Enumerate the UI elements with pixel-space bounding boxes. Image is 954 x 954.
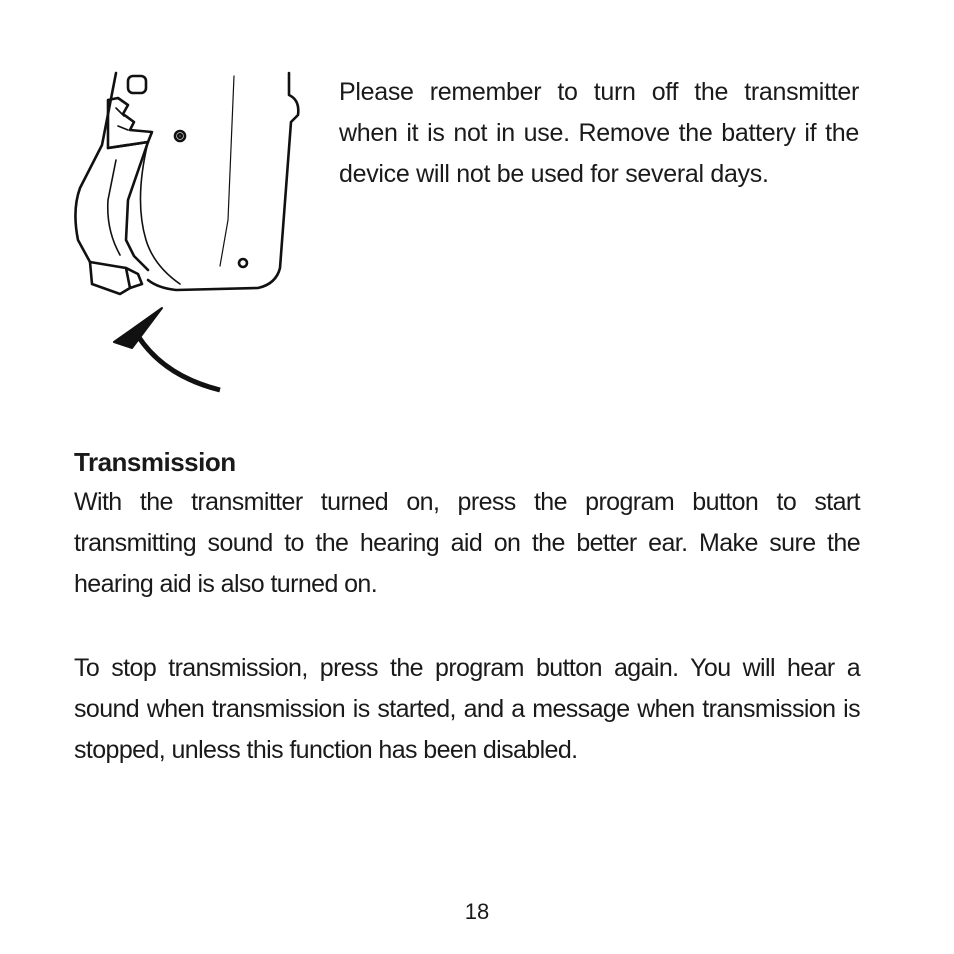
battery-reminder-text: Please remember to turn off the transmitter when it is not in use. Remove the battery if the device will not be used for several days. (339, 78, 859, 188)
transmission-start-paragraph: With the transmitter turned on, press the program button to start transmitting sound to the hearing aid on the better ear. Make sure the hearing aid is also turned on. (74, 488, 860, 598)
transmission-stop-paragraph: To stop transmission, press the program button again. You will hear a sound when transmission is started, and a message when transmission is stopped, unless this function has been disabled. (74, 654, 860, 764)
section-heading-transmission: Transmission (74, 447, 236, 477)
transmitter-illustration-icon (68, 70, 308, 395)
page-number: 18 (464, 899, 490, 924)
